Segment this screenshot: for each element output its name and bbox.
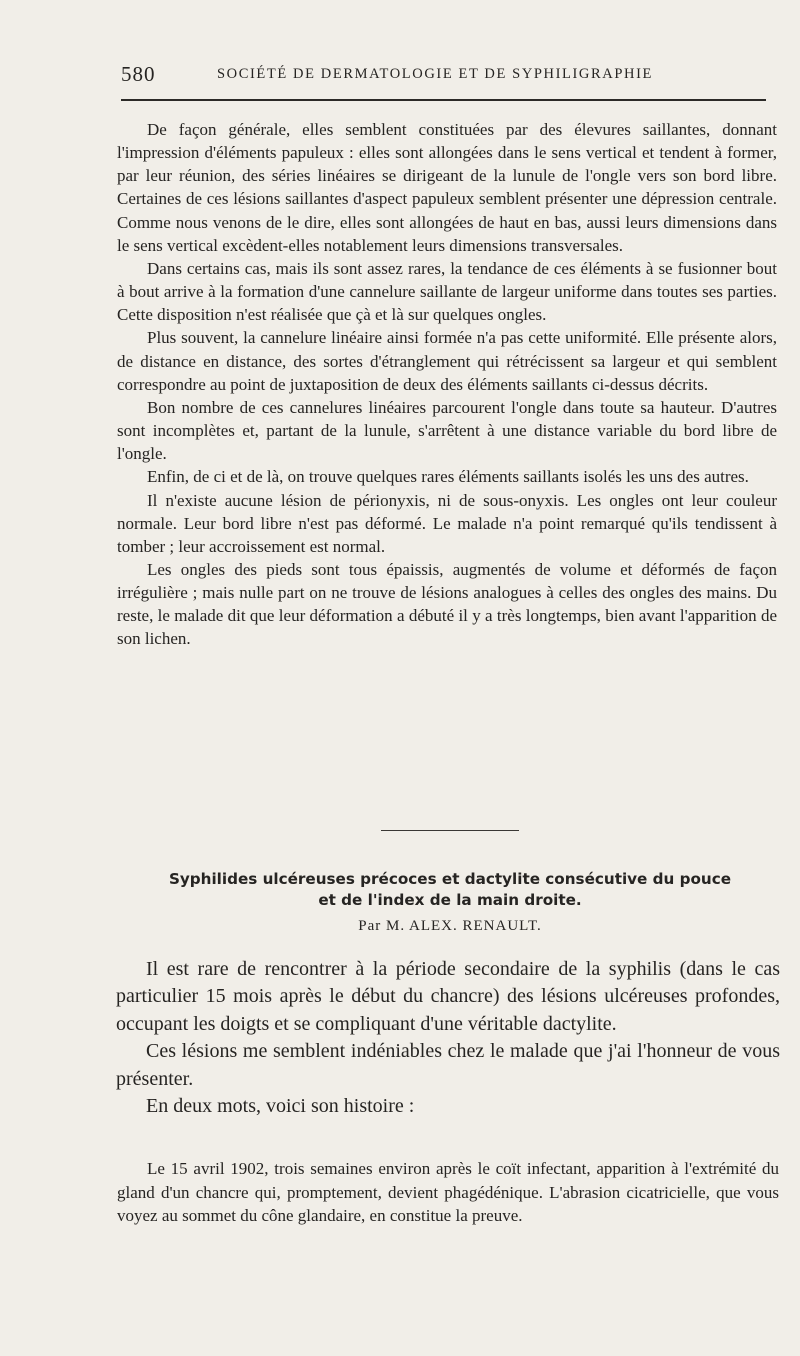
paragraph: Les ongles des pieds sont tous épaissis, augmentés de volume et déformés de façon irrégulière ; mais nulle part on ne trouve de lésions analogues à celles des ongles des mains. Du reste, le malade dit que leur déformation a débuté il y a très longtemps, bien avant l'apparition de son lichen. <box>117 559 777 649</box>
page-number: 580 <box>121 62 156 86</box>
paragraph: Enfin, de ci et de là, on trouve quelques rares éléments saillants isolés les uns des autres. <box>147 467 749 487</box>
running-title: SOCIÉTÉ DE DERMATOLOGIE ET DE SYPHILIGRAPHIE <box>217 66 653 82</box>
paragraph: Bon nombre de ces cannelures linéaires parcourent l'ongle dans toute sa hauteur. D'autres sont incomplètes et, partant de la lunule, s'arrêtent à une distance variable du bord libre de l'ongle. <box>117 397 777 464</box>
running-head <box>121 62 761 90</box>
paragraph: Plus souvent, la cannelure linéaire ainsi formée n'a pas cette uniformité. Elle présente alors, de distance en distance, des sortes d'étranglement qui rétrécissent sa largeur et qui semblent correspondre au point de juxtaposition de deux des éléments saillants ci-dessus décrits. <box>117 328 777 394</box>
section-divider <box>381 830 519 831</box>
header-divider <box>121 99 766 101</box>
paragraph: Il n'existe aucune lésion de périonyxis, ni de sous-onyxis. Les ongles ont leur couleur normale. Leur bord libre n'est pas déformé. Le malade n'a point remarqué qu'ils tendissent à tomber ; leur accroissement est normal. <box>117 490 777 556</box>
paragraph: De façon générale, elles semblent constituées par des élevures saillantes, donnant l'impression d'éléments papuleux : elles sont allongées dans le sens vertical et tendent à former, par leur réunion, des séries linéaires se dirigeant de la lunule de l'ongle vers son bord libre. Certaines de ces lésions saillantes d'aspect papuleux semblent présenter une dépression centrale. Comme nous venons de le dire, elles sont allongées de haut en bas, aussi leurs dimensions dans le sens vertical excèdent-elles notablement leurs dimensions transversales. <box>117 120 777 255</box>
intro-text <box>116 956 780 1120</box>
body-text <box>117 118 777 651</box>
paragraph: Le 15 avril 1902, trois semaines environ après le coït infectant, apparition à l'extrémité du gland d'un chancre qui, promptement, devient phagédénique. L'abrasion cicatricielle, que vous voyez au sommet du cône glandaire, en constitue la preuve. <box>117 1159 779 1225</box>
case-text <box>117 1157 779 1228</box>
paragraph: Dans certains cas, mais ils sont assez rares, la tendance de ces éléments à se fusionner bout à bout arrive à la formation d'une cannelure saillante de largeur uniforme dans toutes ses parties. Cette disposition n'est réalisée que çà et là sur quelques ongles. <box>117 258 777 325</box>
paragraph: En deux mots, voici son histoire : <box>146 1095 415 1118</box>
article-title-line: Syphilides ulcéreuses précoces et dactylite consécutive du pouce <box>168 870 732 888</box>
article-title-line: et de l'index de la main droite. <box>318 891 582 909</box>
paragraph: Ces lésions me semblent indéniables chez le malade que j'ai l'honneur de vous présenter. <box>116 1040 780 1090</box>
article-title <box>118 869 782 911</box>
paragraph: Il est rare de rencontrer à la période secondaire de la syphilis (dans le cas particulier 15 mois après le début du chancre) des lésions ulcéreuses profondes, occupant les doigts et se compliquant d'une véritable dactylite. <box>116 958 780 1035</box>
article-author: Par M. ALEX. RENAULT. <box>358 918 542 934</box>
